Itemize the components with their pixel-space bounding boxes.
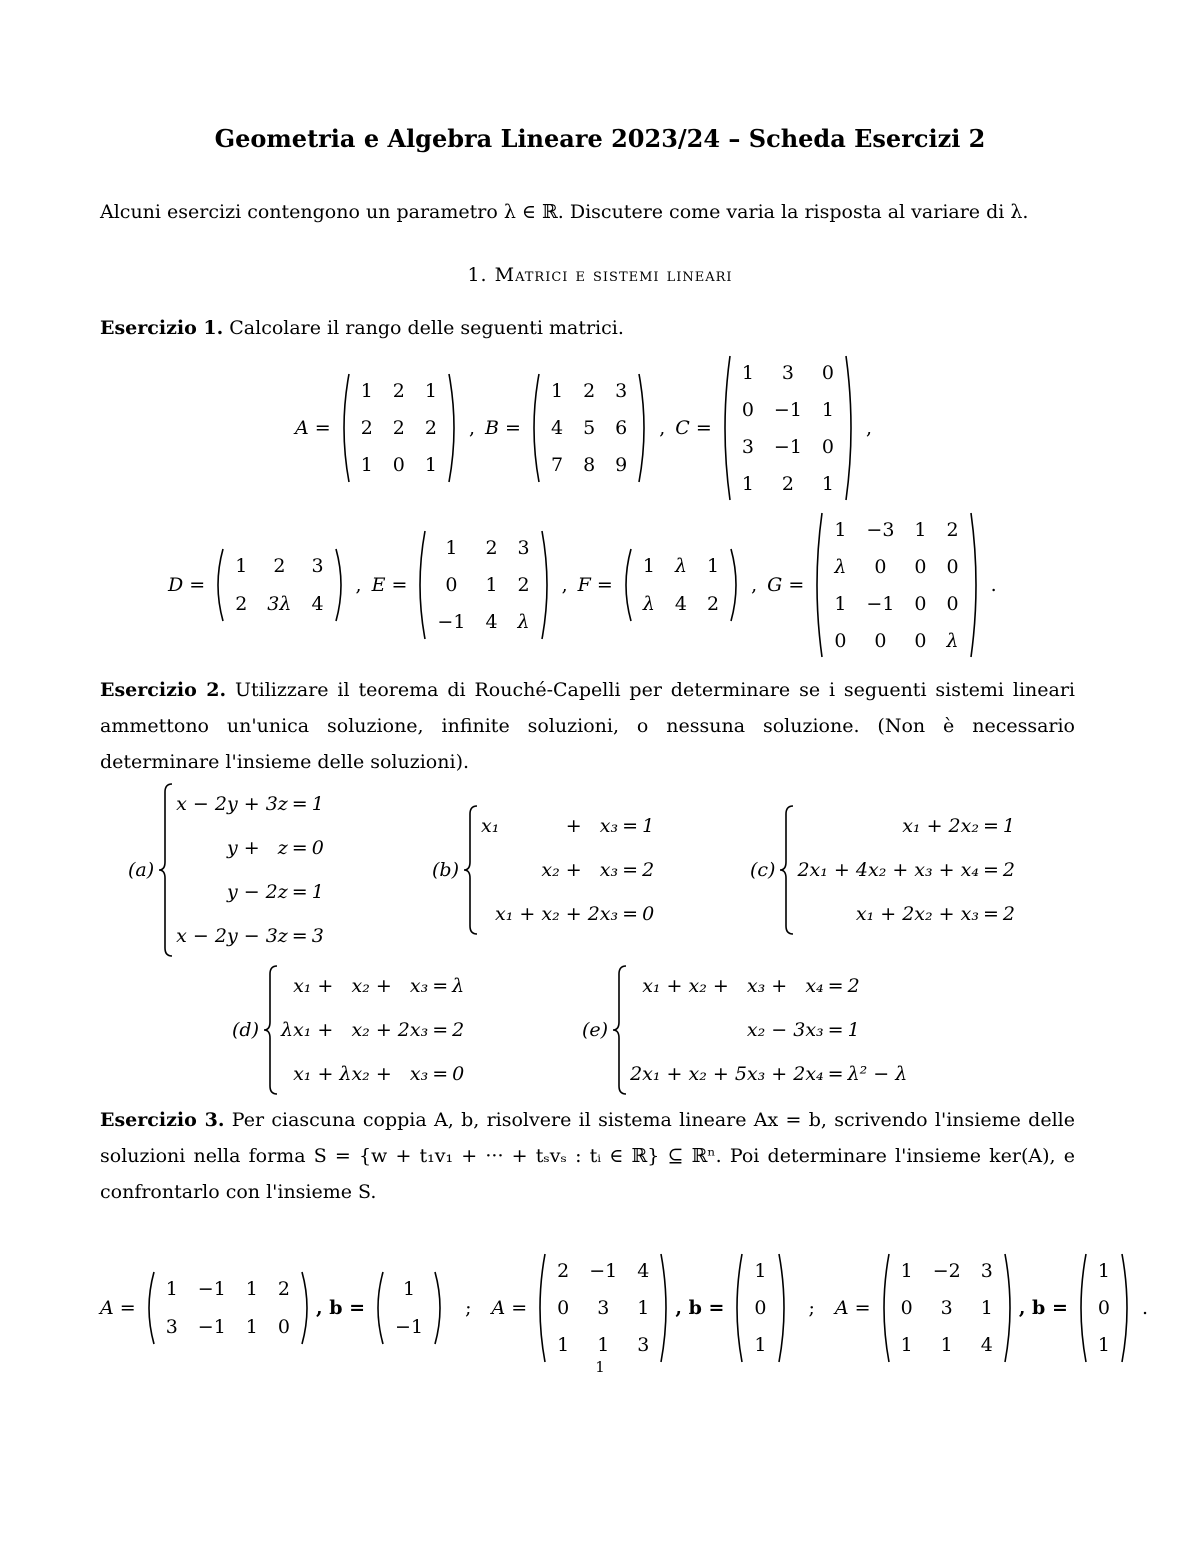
matrix-entry: −2 xyxy=(932,1259,961,1282)
matrix-entry: 2 xyxy=(557,1259,570,1282)
matrix-entry: 1 xyxy=(360,379,373,402)
matrix-row xyxy=(156,1270,300,1308)
matrix-row xyxy=(891,1289,1003,1326)
equation-lhs: x − 2y + 3z xyxy=(176,793,288,815)
equation-rhs: 3 xyxy=(311,925,324,947)
equation-lhs: x₁ + x₂ + x₃ xyxy=(293,975,429,997)
left-paren-icon xyxy=(213,547,225,623)
right-paren-icon xyxy=(300,1270,312,1346)
equation-rhs: 1 xyxy=(642,815,655,837)
matrix-row xyxy=(891,1252,1003,1289)
matrix-entry: −1 xyxy=(197,1278,226,1300)
equation-row xyxy=(174,914,326,958)
matrix-entry: 3 xyxy=(597,1296,610,1319)
matrix-entry: 2 xyxy=(583,379,596,402)
matrix-entry: 4 xyxy=(550,416,564,439)
left-brace-icon xyxy=(612,964,628,1096)
matrix-row xyxy=(385,1308,433,1346)
matrix-entry: 1 xyxy=(165,1278,178,1300)
matrix-entry: 2 xyxy=(517,573,530,596)
matrix-f xyxy=(621,547,741,623)
equation-rhs: 1 xyxy=(847,1019,860,1041)
pair-2-vector xyxy=(732,1252,788,1364)
equation-row xyxy=(479,892,656,936)
equation-rhs: 2 xyxy=(847,975,860,997)
system-label: (b) xyxy=(432,859,459,881)
equals-sign: = xyxy=(432,1019,449,1041)
section-heading: 1. Matrici e sistemi lineari xyxy=(467,264,733,286)
matrix-entry: 1 xyxy=(424,454,437,477)
left-paren-icon xyxy=(621,547,633,623)
matrix-entry: 1 xyxy=(245,1278,258,1300)
matrix-entry: 3 xyxy=(781,361,794,384)
equals-sign: = xyxy=(827,975,844,997)
right-paren-icon xyxy=(659,1252,671,1364)
matrix-entry: 1 xyxy=(821,398,835,421)
matrix-entry: 0 xyxy=(900,1296,913,1319)
matrix-entry: 2 xyxy=(485,536,498,559)
matrix-entry: λ xyxy=(674,555,687,577)
matrix-entry: 3 xyxy=(517,536,530,559)
system-a xyxy=(128,782,326,958)
matrix-entry: 0 xyxy=(392,454,405,477)
left-paren-icon xyxy=(732,1252,744,1364)
equation-row xyxy=(174,782,326,826)
pair-2-matrix xyxy=(535,1252,671,1364)
equation-lhs: y − 2z xyxy=(226,881,288,903)
matrix-row xyxy=(732,428,844,465)
equation-lhs: x₁ + x₂ + x₃ + x₄ xyxy=(642,975,824,997)
equation-rhs: 0 xyxy=(311,837,324,859)
equation-lhs: x − 2y − 3z xyxy=(176,925,288,947)
equals-sign: = xyxy=(827,1019,844,1041)
exercise-1-label: Esercizio 1. xyxy=(100,317,224,339)
matrix-a-name: A = xyxy=(295,417,331,439)
equation-row xyxy=(279,1008,466,1052)
matrix-entry: 1 xyxy=(834,518,847,541)
pair-1-matrix xyxy=(144,1270,312,1346)
matrix-row xyxy=(1088,1252,1120,1289)
matrix-row xyxy=(744,1252,776,1289)
matrix-row xyxy=(1088,1289,1120,1326)
matrix-entry: 0 xyxy=(946,592,959,615)
matrix-entry: 0 xyxy=(557,1296,570,1319)
matrix-entry: 1 xyxy=(445,536,458,559)
matrix-e-name: E = xyxy=(371,574,408,596)
equation-row xyxy=(479,804,656,848)
pair-3-a-label: A = xyxy=(834,1297,871,1319)
matrix-entry: 1 xyxy=(741,361,754,384)
exercise-2-statement xyxy=(100,672,1075,780)
matrix-entry: λ xyxy=(517,611,530,634)
matrix-row xyxy=(824,511,968,548)
matrix-b xyxy=(529,372,649,484)
matrix-entry: −1 xyxy=(197,1316,226,1338)
system-e xyxy=(582,964,909,1096)
matrix-g-name: G = xyxy=(767,574,805,596)
equation-row xyxy=(628,1008,909,1052)
matrix-row xyxy=(225,547,333,585)
matrix-entry: 4 xyxy=(311,593,324,615)
equation-row xyxy=(628,964,909,1008)
matrix-entry: 0 xyxy=(874,629,887,652)
matrix-entry: 7 xyxy=(550,454,564,477)
matrix-entry: 3 xyxy=(615,379,628,402)
matrix-row xyxy=(541,447,637,484)
right-paren-icon xyxy=(777,1252,789,1364)
matrix-f-name: F = xyxy=(577,574,613,596)
matrix-row xyxy=(427,529,539,566)
matrix-c xyxy=(720,354,856,502)
equals-sign: = xyxy=(291,881,308,903)
matrix-entry: 0 xyxy=(754,1296,767,1319)
system-c xyxy=(750,804,1017,936)
exercise-2-text: Utilizzare il teorema di Rouché-Capelli per determinare se i seguenti sistemi lineari ammettono un'unica soluzione, infinite soluzioni, o nessuna soluzione. (Non è necessario determinare l'insieme delle soluzioni). xyxy=(100,679,1075,773)
matrix-entry: 0 xyxy=(1097,1296,1110,1319)
pair-1-b-label: , b = xyxy=(315,1297,366,1319)
right-paren-icon xyxy=(540,529,552,641)
matrix-entry: −3 xyxy=(866,518,895,541)
matrix-row xyxy=(351,409,447,446)
matrix-row xyxy=(547,1289,659,1326)
equation-lhs: x₂ − 3x₃ xyxy=(746,1019,824,1041)
equation-lhs: x₁ + x₃ xyxy=(481,815,619,837)
matrix-entry: 2 xyxy=(946,518,959,541)
equation-rhs: λ² − λ xyxy=(847,1063,908,1085)
matrix-entry: 2 xyxy=(277,1278,290,1300)
exercise-2-label: Esercizio 2. xyxy=(100,679,227,701)
matrix-row xyxy=(633,547,729,585)
matrix-entry: 2 xyxy=(424,416,437,439)
right-paren-icon xyxy=(334,547,346,623)
equation-lhs: x₁ + 2x₂ + x₃ xyxy=(855,903,979,925)
left-paren-icon xyxy=(879,1252,891,1364)
system-label: (c) xyxy=(750,859,776,881)
equals-sign: = xyxy=(432,1063,449,1085)
exercise-3-label: Esercizio 3. xyxy=(100,1109,225,1131)
equation-lhs: λx₁ + x₂ + 2x₃ xyxy=(281,1019,429,1041)
matrix-entry: −1 xyxy=(437,611,466,634)
left-brace-icon xyxy=(463,804,479,936)
matrix-entry: 1 xyxy=(642,555,655,577)
matrix-entry: 6 xyxy=(615,416,628,439)
pair-3-b-label: , b = xyxy=(1018,1297,1068,1319)
left-paren-icon xyxy=(339,372,351,484)
exercise-1-text: Calcolare il rango delle seguenti matrici. xyxy=(229,317,624,339)
matrix-entry: 3 xyxy=(637,1334,650,1357)
left-paren-icon xyxy=(529,372,541,484)
equation-rhs: 1 xyxy=(311,793,324,815)
pair-1-a-label: A = xyxy=(100,1297,136,1319)
right-paren-icon xyxy=(433,1270,445,1346)
matrix-entry: 0 xyxy=(741,398,754,421)
left-paren-icon xyxy=(1076,1252,1088,1364)
matrix-entry: 0 xyxy=(914,555,927,578)
matrix-entry: 1 xyxy=(557,1334,570,1357)
matrix-entry: 4 xyxy=(980,1334,993,1357)
left-paren-icon xyxy=(535,1252,547,1364)
right-paren-icon xyxy=(1003,1252,1015,1364)
equation-row xyxy=(795,848,1017,892)
pair-3-matrix xyxy=(879,1252,1015,1364)
system-label: (e) xyxy=(582,1019,609,1041)
equals-sign: = xyxy=(827,1063,844,1085)
equation-lhs: y + z xyxy=(226,837,288,859)
equation-rhs: 1 xyxy=(311,881,324,903)
matrix-entry: 2 xyxy=(707,593,720,615)
matrix-entry: 1 xyxy=(821,472,835,495)
intro-text: Alcuni esercizi contengono un parametro λ ∈ ℝ. Discutere come varia la risposta al variare di λ. xyxy=(100,201,1029,223)
matrix-entry: λ xyxy=(642,593,655,615)
equation-row xyxy=(795,892,1017,936)
equation-row xyxy=(174,826,326,870)
document-title: Geometria e Algebra Lineare 2023/24 – Scheda Esercizi 2 xyxy=(214,124,986,153)
matrix-d-name: D = xyxy=(168,574,206,596)
matrices-row-2: D = 1 2 3 2 3λ 4 , E = 1 2 3 0 1 2 −1 4 λ , F = 1 λ 1 λ 4 2 , G = 1 −3 1 2 λ 0 0 0 1 −1 0 0 0 0 0 λ . xyxy=(168,515,1007,655)
matrix-entry: 0 xyxy=(914,592,927,615)
matrix-entry: 1 xyxy=(360,454,373,477)
equation-row xyxy=(279,964,466,1008)
matrix-entry: −1 xyxy=(589,1259,618,1282)
left-paren-icon xyxy=(720,354,732,502)
system-label: (a) xyxy=(128,859,155,881)
matrix-entry: 1 xyxy=(707,555,720,577)
equation-rhs: 2 xyxy=(642,859,655,881)
matrix-entry: 4 xyxy=(674,593,688,615)
matrix-entry: 8 xyxy=(583,454,596,477)
matrix-row xyxy=(824,585,968,622)
pair-2-b-label: , b = xyxy=(675,1297,725,1319)
equation-lhs: 2x₁ + 4x₂ + x₃ + x₄ xyxy=(797,859,979,881)
system-d xyxy=(232,964,466,1096)
page-number: 1 xyxy=(595,1358,605,1376)
matrix-entry: λ xyxy=(834,555,847,578)
equals-sign: = xyxy=(432,975,449,997)
right-paren-icon xyxy=(729,547,741,623)
equation-lhs: x₁ + x₂ + 2x₃ xyxy=(495,903,619,925)
equation-lhs: x₂ + x₃ xyxy=(541,859,619,881)
system-label: (d) xyxy=(232,1019,259,1041)
matrix-row xyxy=(824,622,968,659)
equation-row xyxy=(628,1052,909,1096)
equals-sign: = xyxy=(982,903,999,925)
matrix-entry: 0 xyxy=(874,555,887,578)
matrix-row xyxy=(732,354,844,391)
right-paren-icon xyxy=(447,372,459,484)
matrix-entry: −1 xyxy=(773,435,802,458)
equation-rhs: λ xyxy=(452,975,465,997)
matrix-row xyxy=(633,585,729,623)
equation-lhs: x₁ + 2x₂ xyxy=(902,815,979,837)
equation-rhs: 0 xyxy=(452,1063,465,1085)
left-paren-icon xyxy=(373,1270,385,1346)
exercise-3-statement xyxy=(100,1102,1075,1210)
right-paren-icon xyxy=(637,372,649,484)
matrix-entry: 1 xyxy=(1097,1334,1110,1357)
equation-rhs: 2 xyxy=(452,1019,465,1041)
matrix-row xyxy=(385,1270,433,1308)
matrix-entry: 0 xyxy=(821,361,835,384)
matrix-entry: 1 xyxy=(403,1278,416,1300)
equals-sign: = xyxy=(291,925,308,947)
matrix-entry: 0 xyxy=(946,555,959,578)
matrix-row xyxy=(732,391,844,428)
matrix-entry: 2 xyxy=(392,416,405,439)
left-paren-icon xyxy=(144,1270,156,1346)
matrix-entry: 1 xyxy=(900,1259,913,1282)
equals-sign: = xyxy=(622,815,639,837)
matrix-entry: 1 xyxy=(741,472,754,495)
matrix-row xyxy=(824,548,968,585)
matrix-entry: 9 xyxy=(615,454,628,477)
matrix-entry: 2 xyxy=(273,555,286,577)
exercise-1-statement xyxy=(100,310,1075,346)
equation-rhs: 2 xyxy=(1002,859,1015,881)
matrix-entry: 3 xyxy=(741,435,754,458)
equals-sign: = xyxy=(622,859,639,881)
matrix-entry: 1 xyxy=(980,1296,993,1319)
matrix-entry: 1 xyxy=(245,1316,258,1338)
matrix-entry: 1 xyxy=(485,573,498,596)
matrix-entry: 1 xyxy=(235,555,248,577)
matrix-entry: 1 xyxy=(424,379,437,402)
equals-sign: = xyxy=(291,837,308,859)
matrix-entry: −1 xyxy=(395,1316,424,1338)
matrix-entry: 1 xyxy=(834,592,847,615)
matrix-entry: 0 xyxy=(834,629,847,652)
matrix-entry: λ xyxy=(946,629,959,652)
matrix-row xyxy=(427,566,539,603)
matrix-entry: 4 xyxy=(485,611,498,634)
system-b xyxy=(432,804,656,936)
matrix-a xyxy=(339,372,459,484)
matrix-row xyxy=(351,447,447,484)
right-paren-icon xyxy=(844,354,856,502)
matrix-entry: 3 xyxy=(940,1296,953,1319)
equals-sign: = xyxy=(982,815,999,837)
matrix-entry: 1 xyxy=(900,1334,913,1357)
matrix-entry: 3 xyxy=(165,1316,178,1338)
matrix-d xyxy=(213,547,345,623)
pair-2-a-label: A = xyxy=(491,1297,528,1319)
matrix-entry: 1 xyxy=(550,379,564,402)
equation-row xyxy=(795,804,1017,848)
equation-rhs: 0 xyxy=(642,903,655,925)
equals-sign: = xyxy=(291,793,308,815)
matrix-row xyxy=(427,604,539,641)
matrix-c-name: C = xyxy=(675,417,712,439)
matrix-entry: 4 xyxy=(637,1259,650,1282)
matrix-entry: 1 xyxy=(597,1334,610,1357)
pair-3-vector xyxy=(1076,1252,1132,1364)
matrix-row xyxy=(225,585,333,623)
matrix-entry: −1 xyxy=(866,592,895,615)
matrix-entry: 1 xyxy=(754,1259,767,1282)
matrix-row xyxy=(541,409,637,446)
left-paren-icon xyxy=(415,529,427,641)
matrix-entry: 5 xyxy=(583,416,596,439)
equals-sign: = xyxy=(622,903,639,925)
matrix-entry: 0 xyxy=(914,629,927,652)
matrix-entry: 3 xyxy=(311,555,324,577)
equation-lhs: 2x₁ + x₂ + 5x₃ + 2x₄ xyxy=(630,1063,824,1085)
matrix-entry: −1 xyxy=(773,398,802,421)
matrix-row xyxy=(351,372,447,409)
matrix-entry: 2 xyxy=(781,472,794,495)
left-brace-icon xyxy=(263,964,279,1096)
matrix-entry: 2 xyxy=(360,416,373,439)
equation-rhs: 2 xyxy=(1002,903,1015,925)
equation-row xyxy=(174,870,326,914)
matrix-row xyxy=(732,465,844,502)
left-brace-icon xyxy=(158,782,174,958)
matrix-e xyxy=(415,529,551,641)
equals-sign: = xyxy=(982,859,999,881)
equation-lhs: x₁ + λx₂ + x₃ xyxy=(293,1063,429,1085)
matrix-entry: 0 xyxy=(445,573,458,596)
matrix-b-name: B = xyxy=(485,417,521,439)
matrix-entry: 1 xyxy=(1097,1259,1110,1282)
left-paren-icon xyxy=(812,511,824,659)
equation-rhs: 1 xyxy=(1002,815,1015,837)
matrix-row xyxy=(156,1308,300,1346)
matrix-entry: 0 xyxy=(821,435,835,458)
matrix-g xyxy=(812,511,980,659)
matrix-entry: 3 xyxy=(980,1259,993,1282)
matrix-row xyxy=(547,1252,659,1289)
equation-row xyxy=(479,848,656,892)
exercise-3-text: Per ciascuna coppia A, b, risolvere il sistema lineare Ax = b, scrivendo l'insieme delle soluzioni nella forma S = {w + t₁v₁ + ··· + tₛvₛ : tᵢ ∈ ℝ} ⊆ ℝⁿ. Poi determinare l'insieme ker(A), e confrontarlo con l'insieme S. xyxy=(100,1109,1075,1203)
right-paren-icon xyxy=(1120,1252,1132,1364)
matrix-row xyxy=(541,372,637,409)
exercise-3-pairs: A = 1 −1 1 2 3 −1 1 0 , b = 1 −1 ; A = 2 −1 4 0 3 1 1 1 3 , b = 1 0 1 ; A = 1 −2 3 0 3 1 1 1 4 , b = 1 0 1 . xyxy=(100,1248,1158,1368)
matrices-row-1: A = 1 2 1 2 2 2 1 0 1 , B = 1 2 3 4 5 6 7 8 9 , C = 1 3 0 0 −1 1 3 −1 0 1 2 1 , xyxy=(295,358,882,498)
right-paren-icon xyxy=(969,511,981,659)
left-brace-icon xyxy=(779,804,795,936)
matrix-entry: 1 xyxy=(754,1334,767,1357)
matrix-entry: 1 xyxy=(637,1296,650,1319)
matrix-entry: 3λ xyxy=(267,593,292,615)
matrix-entry: 1 xyxy=(914,518,927,541)
matrix-entry: 2 xyxy=(235,593,248,615)
matrix-entry: 0 xyxy=(277,1316,290,1338)
matrix-row xyxy=(744,1289,776,1326)
matrix-entry: 1 xyxy=(940,1334,953,1357)
equation-row xyxy=(279,1052,466,1096)
matrix-entry: 2 xyxy=(392,379,405,402)
pair-1-vector xyxy=(373,1270,445,1346)
